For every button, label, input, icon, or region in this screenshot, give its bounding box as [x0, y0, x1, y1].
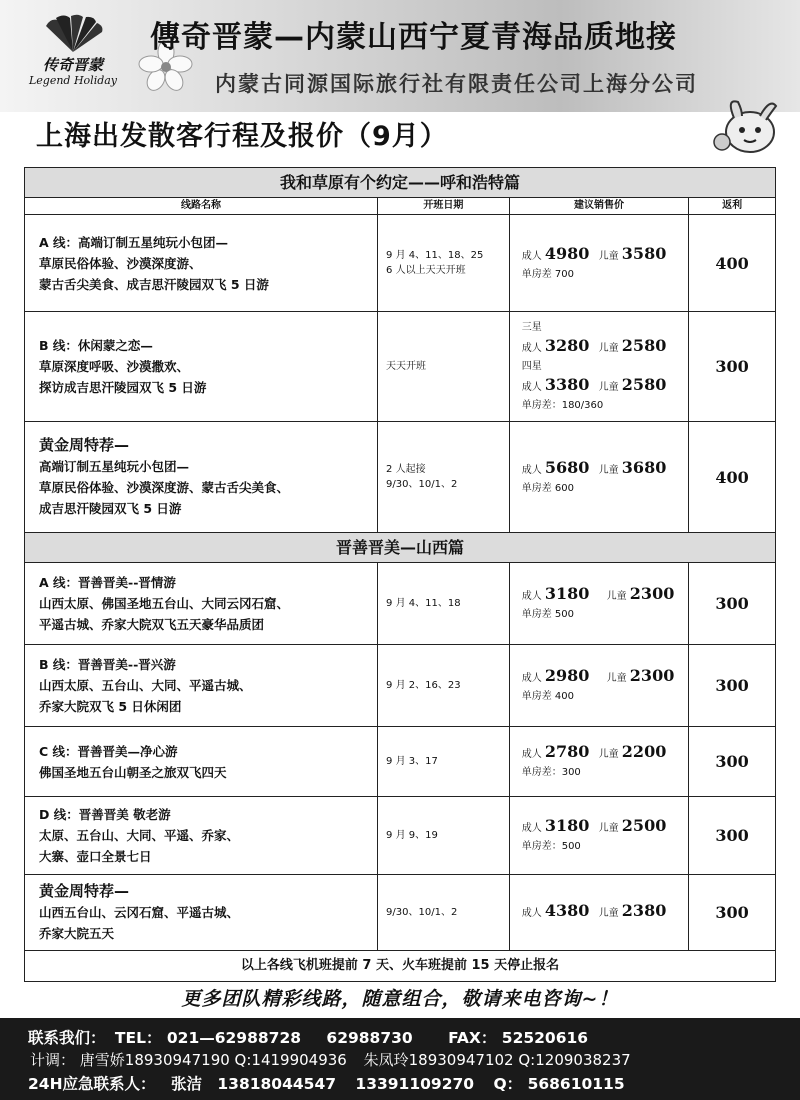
- route-line: 佛国圣地五台山朝圣之旅双飞四天: [39, 764, 227, 780]
- page-title: 上海出发散客行程及报价（9月）: [36, 121, 448, 152]
- emergency-label: 24H应急联系人：: [28, 1075, 156, 1093]
- adult-label: 成人: [521, 464, 542, 476]
- route-line: A 线：晋善晋美--晋情游: [39, 575, 176, 590]
- price-line: [522, 584, 689, 607]
- table-row: [25, 312, 775, 422]
- price-cell: [510, 645, 690, 726]
- dates-cell: [378, 645, 510, 726]
- route-line: 黄金周特荐—: [39, 436, 130, 454]
- route-line: 山西太原、五台山、大同、平遥古城、: [39, 678, 252, 693]
- single-supplement: 单房差 400: [521, 691, 574, 702]
- dates-cell: [378, 797, 510, 874]
- route-cell: [25, 563, 378, 644]
- adult-label: 成人: [521, 908, 542, 919]
- slogan: 更多团队精彩线路，随意组合，敬请来电咨询~！: [181, 988, 619, 1010]
- column-header-row: [25, 198, 775, 215]
- date-line: 2 人起接: [386, 464, 426, 475]
- company-logo-icon: [8, 8, 138, 94]
- price-cell: [510, 215, 690, 311]
- route-line: 草原民俗体验、沙漠深度游、蒙古舌尖美食、: [39, 480, 290, 495]
- rebate-value: 300: [715, 676, 749, 695]
- planner-label: 计调：: [30, 1051, 76, 1069]
- date-line: 9 月 4、11、18、25: [386, 250, 484, 261]
- route-line: 黄金周特荐—: [39, 882, 130, 900]
- route-line: A 线：高端订制五星纯玩小包团—: [39, 234, 229, 250]
- route-line: B 线：休闲蒙之恋—: [39, 338, 153, 353]
- price-line: [522, 742, 689, 765]
- route-line: 蒙古舌尖美食、成吉思汗陵园双飞 5 日游: [39, 276, 269, 292]
- adult-label: 成人: [521, 381, 542, 393]
- dates-cell: [378, 875, 510, 950]
- dates-cell: [378, 215, 510, 311]
- adult-label: 成人: [521, 823, 542, 834]
- single-supplement: 单房差：300: [521, 767, 581, 778]
- route-cell: [25, 797, 378, 874]
- child-price: 2580: [621, 335, 667, 355]
- route-line: 乔家大院双飞 5 日休闲团: [39, 699, 182, 714]
- route-cell: [25, 727, 378, 796]
- child-price: 2500: [621, 816, 667, 835]
- adult-price: 5680: [544, 457, 590, 477]
- route-line: 山西太原、佛国圣地五台山、大同云冈石窟、: [39, 596, 290, 611]
- price-cell: [510, 875, 690, 950]
- fan-logo-icon: [38, 14, 108, 54]
- adult-price: 2980: [544, 666, 590, 685]
- price-cell: [510, 727, 690, 796]
- route-line: 大寨、壶口全景七日: [39, 849, 152, 864]
- star-level-label: 三星: [521, 321, 542, 333]
- planner-contact[interactable]: 朱凤玲18930947102 Q:1209038237: [363, 1051, 631, 1069]
- route-line: 平遥古城、乔家大院双飞五天豪华品质团: [39, 617, 265, 632]
- child-label: 儿童: [606, 673, 627, 684]
- table-row: [25, 563, 775, 645]
- adult-price: 4980: [544, 243, 590, 263]
- rebate-value: 300: [715, 594, 749, 613]
- mascot-icon: [712, 96, 782, 158]
- tel-label: TEL：: [114, 1029, 162, 1047]
- route-line: 太原、五台山、大同、平遥、乔家、: [39, 828, 240, 843]
- date-line: 9/30、10/1、2: [386, 907, 458, 918]
- contact-line-emergency: [28, 1072, 625, 1094]
- fax-number[interactable]: 52520616: [501, 1029, 589, 1047]
- price-line: [522, 458, 689, 481]
- table-row: [25, 645, 775, 727]
- child-label: 儿童: [598, 250, 619, 262]
- route-line: 山西五台山、云冈石窟、平遥古城、: [39, 905, 240, 920]
- rebate-value: 300: [715, 357, 749, 376]
- contact-label: 联系我们：: [28, 1029, 106, 1047]
- registration-deadline-note: 以上各线飞机班提前 7 天、火车班提前 15 天停止报名: [240, 958, 560, 973]
- tel-number[interactable]: 62988730: [326, 1029, 413, 1047]
- route-line: C 线：晋善晋美—净心游: [39, 743, 178, 759]
- column-header-route: 线路名称: [25, 198, 378, 214]
- price-line: [522, 666, 689, 689]
- child-price: 2380: [621, 901, 667, 920]
- adult-label: 成人: [521, 342, 542, 354]
- child-label: 儿童: [598, 342, 619, 354]
- adult-price: 3380: [544, 374, 590, 394]
- dates-cell: [378, 312, 510, 421]
- adult-label: 成人: [521, 250, 542, 262]
- fax-label: FAX：: [448, 1029, 497, 1047]
- adult-label: 成人: [521, 749, 542, 760]
- adult-label: 成人: [521, 591, 542, 602]
- child-label: 儿童: [598, 823, 619, 834]
- price-line: [522, 816, 689, 839]
- emergency-phone[interactable]: 13818044547: [217, 1075, 337, 1093]
- price-cell: [510, 797, 690, 874]
- section-title: 我和草原有个约定——呼和浩特篇: [25, 168, 775, 198]
- column-header-dates: 开班日期: [378, 198, 510, 214]
- child-label: 儿童: [598, 749, 619, 760]
- child-price: 3580: [621, 243, 667, 263]
- date-line: 6 人以上天天开班: [386, 265, 466, 276]
- price-cell: [510, 422, 690, 532]
- dates-cell: [378, 727, 510, 796]
- date-line: 9 月 2、16、23: [386, 680, 461, 691]
- dates-cell: [378, 563, 510, 644]
- single-supplement: 单房差 600: [521, 482, 574, 494]
- table-row: [25, 422, 775, 533]
- price-line: [522, 244, 689, 267]
- rebate-value: 400: [715, 467, 749, 487]
- price-line: [522, 901, 689, 924]
- date-line: 9 月 3、17: [386, 756, 438, 767]
- date-line: 9 月 9、19: [386, 830, 438, 841]
- child-price: 3680: [621, 457, 667, 477]
- contact-line-planners: [30, 1049, 631, 1070]
- table-row: [25, 727, 775, 797]
- rebate-value: 400: [715, 253, 749, 273]
- emergency-phone[interactable]: 13391109270: [355, 1075, 475, 1093]
- planner-contact[interactable]: 唐雪娇18930947190 Q:1419904936: [79, 1051, 347, 1069]
- tel-number[interactable]: 021—62988728: [166, 1029, 302, 1047]
- route-cell: [25, 312, 378, 421]
- child-label: 儿童: [598, 464, 619, 476]
- child-price: 2300: [629, 666, 675, 685]
- date-line: 9 月 4、11、18: [386, 598, 461, 609]
- header-banner: [0, 0, 800, 112]
- single-supplement: 单房差 700: [521, 268, 574, 280]
- route-line: B 线：晋善晋美--晋兴游: [39, 657, 176, 672]
- adult-price: 3180: [544, 816, 590, 835]
- route-line: 草原民俗体验、沙漠深度游、: [39, 255, 202, 271]
- contact-line-phone: [28, 1026, 588, 1048]
- child-label: 儿童: [598, 381, 619, 393]
- section-title: 晋善晋美—山西篇: [25, 533, 775, 563]
- column-header-rebate: 返利: [722, 200, 743, 211]
- header-subtitle: 内蒙古同源国际旅行社有限责任公司上海分公司: [215, 71, 698, 96]
- child-price: 2580: [621, 374, 667, 394]
- route-cell: [25, 422, 378, 532]
- adult-price: 3180: [544, 584, 590, 603]
- route-line: 成吉思汗陵园双飞 5 日游: [39, 501, 182, 516]
- header-title: 傳奇晋蒙—内蒙山西宁夏青海品质地接: [150, 20, 677, 55]
- contact-bar: [0, 1018, 800, 1100]
- single-supplement: 单房差：180/360: [521, 399, 604, 411]
- emergency-q-number[interactable]: 568610115: [527, 1075, 625, 1093]
- single-supplement: 单房差 500: [521, 609, 574, 620]
- itinerary-table: [24, 167, 776, 982]
- column-header-price: 建议销售价: [510, 198, 690, 214]
- adult-price: 2780: [544, 742, 590, 761]
- child-price: 2300: [629, 584, 675, 603]
- rebate-value: 300: [715, 826, 749, 845]
- child-label: 儿童: [606, 591, 627, 602]
- adult-label: 成人: [521, 673, 542, 684]
- price-line: [522, 336, 689, 359]
- child-label: 儿童: [598, 908, 619, 919]
- route-line: D 线：晋善晋美 敬老游: [39, 807, 171, 822]
- table-row: [25, 797, 775, 875]
- dates-cell: [378, 422, 510, 532]
- table-row: [25, 215, 775, 312]
- star-level-label: 四星: [521, 360, 542, 372]
- route-line: 乔家大院五天: [39, 926, 115, 941]
- rebate-value: 300: [715, 903, 749, 922]
- date-line: 9/30、10/1、2: [386, 479, 458, 490]
- child-price: 2200: [621, 742, 667, 761]
- single-supplement: 单房差：500: [521, 841, 581, 852]
- logo-english-name: Legend Holiday: [28, 74, 118, 87]
- table-row: [25, 875, 775, 951]
- route-cell: [25, 215, 378, 311]
- route-line: 高端订制五星纯玩小包团—: [39, 459, 190, 474]
- price-cell: [510, 563, 690, 644]
- emergency-q-label: Q：: [493, 1075, 523, 1093]
- price-line: [522, 375, 689, 398]
- route-line: 探访成吉思汗陵园双飞 5 日游: [39, 380, 207, 395]
- route-cell: [25, 875, 378, 950]
- route-cell: [25, 645, 378, 726]
- route-line: 草原深度呼吸、沙漠撒欢、: [39, 359, 190, 374]
- adult-price: 4380: [544, 901, 590, 920]
- emergency-name: 张洁: [170, 1075, 202, 1093]
- date-line: 天天开班: [386, 361, 427, 372]
- adult-price: 3280: [544, 335, 590, 355]
- price-cell: [510, 312, 690, 421]
- rebate-value: 300: [715, 752, 749, 771]
- logo-chinese-name: 传奇晋蒙: [42, 56, 103, 74]
